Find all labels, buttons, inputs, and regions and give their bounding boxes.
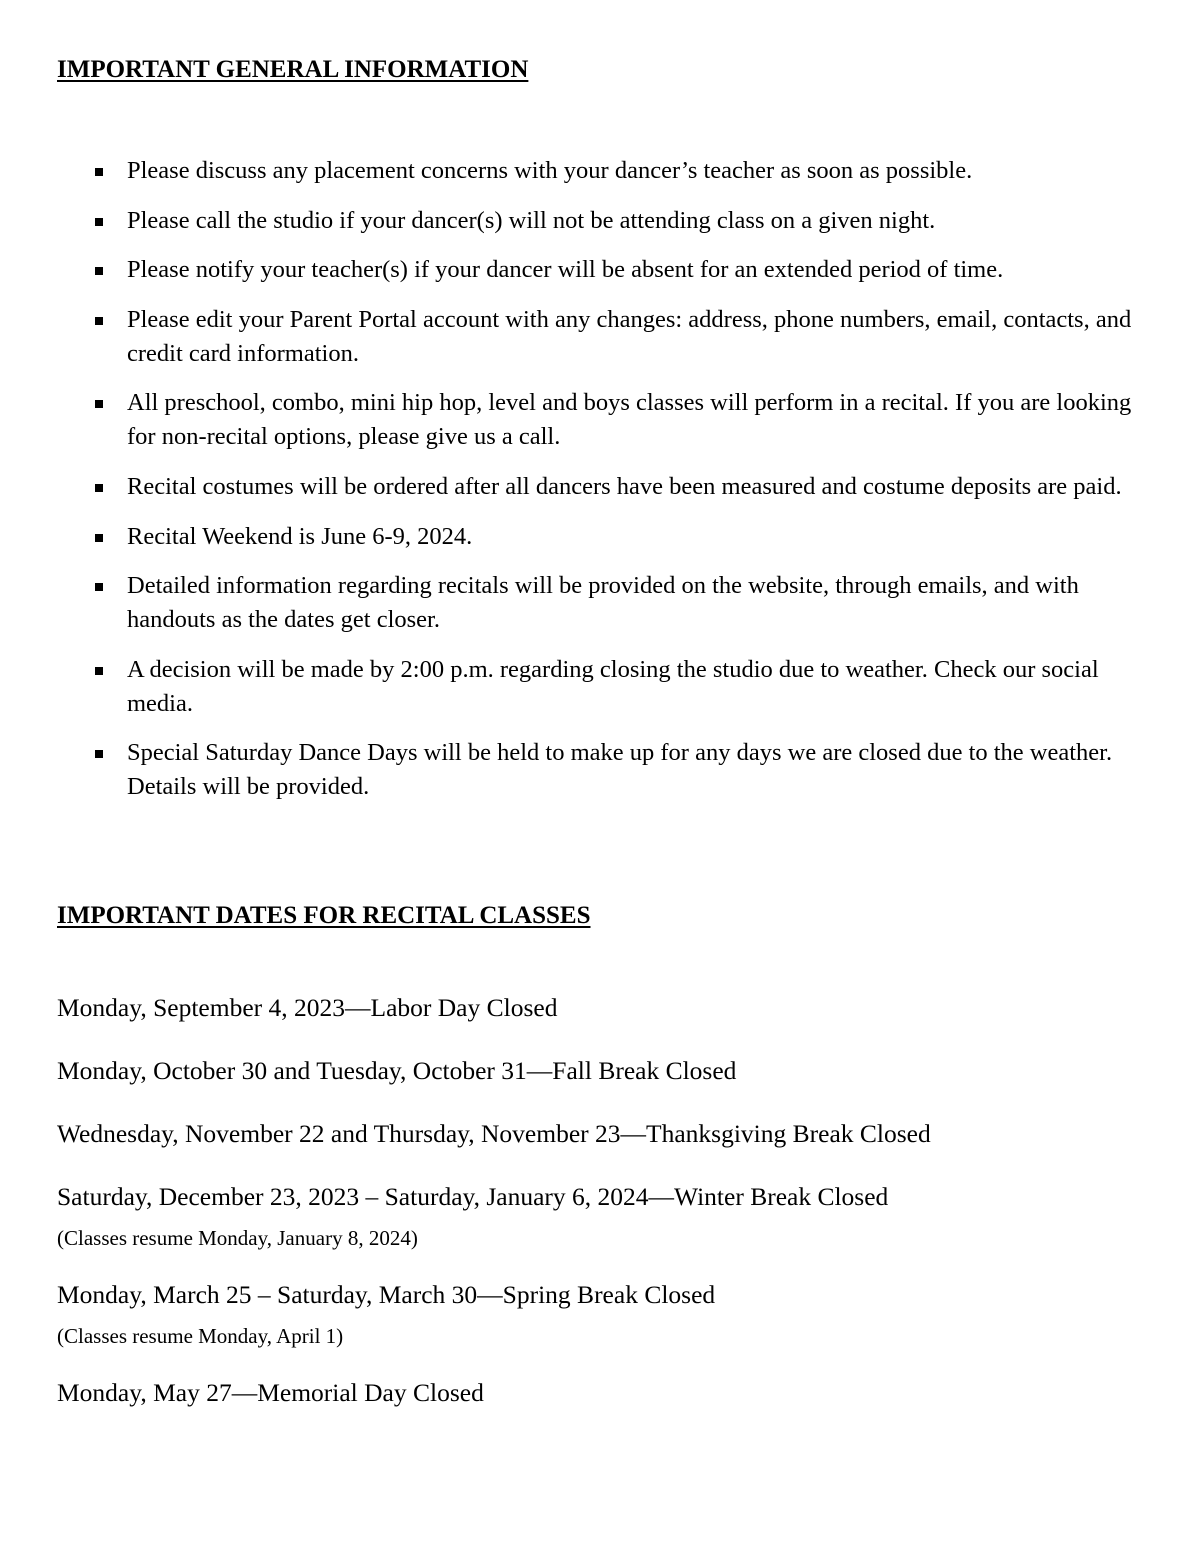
list-item <box>0 303 1200 371</box>
list-item-text: Please discuss any placement concerns with your dancer’s teacher as soon as possible. <box>127 157 973 184</box>
date-entry-text: Monday, October 30 and Tuesday, October 31—Fall Break Closed <box>57 1056 737 1085</box>
date-entry <box>57 1277 1157 1351</box>
list-item-text: Please call the studio if your dancer(s) will not be attending class on a given night. <box>127 206 936 234</box>
date-entry <box>57 1053 1157 1089</box>
list-item-text: Detailed information regarding recitals will be provided on the website, through emails, and with handouts as the dates get closer. <box>127 572 1079 634</box>
general-information-list <box>0 154 1200 820</box>
square-bullet-icon <box>95 750 103 758</box>
square-bullet-icon <box>95 317 103 325</box>
date-entry <box>57 1116 1157 1152</box>
list-item-text: All preschool, combo, mini hip hop, level and boys classes will perform in a recital. If you are looking for non-recital options, please give us a call. <box>127 389 1132 451</box>
list-item <box>0 253 1200 287</box>
list-item-text: Please edit your Parent Portal account with any changes: address, phone numbers, email, contacts, and credit card information. <box>127 305 1132 367</box>
list-item-text: Please notify your teacher(s) if your dancer will be absent for an extended period of time. <box>127 256 1004 284</box>
date-entry-text: Wednesday, November 22 and Thursday, November 23—Thanksgiving Break Closed <box>57 1119 931 1148</box>
square-bullet-icon <box>95 267 103 275</box>
list-item-text: Recital costumes will be ordered after all dancers have been measured and costume deposits are paid. <box>127 472 1122 500</box>
list-item-text: Recital Weekend is June 6-9, 2024. <box>127 522 473 550</box>
list-item <box>0 204 1200 238</box>
list-item-text: A decision will be made by 2:00 p.m. regarding closing the studio due to weather. Check our social media. <box>127 655 1099 717</box>
date-entry-note: (Classes resume Monday, April 1) <box>57 1324 344 1348</box>
recital-dates-list <box>57 990 1157 1438</box>
date-entry <box>57 1375 1157 1411</box>
date-entry-note: (Classes resume Monday, January 8, 2024) <box>57 1226 418 1250</box>
square-bullet-icon <box>95 484 103 492</box>
square-bullet-icon <box>95 583 103 591</box>
square-bullet-icon <box>95 168 103 176</box>
list-item <box>0 653 1200 721</box>
square-bullet-icon <box>95 667 103 675</box>
list-item-text: Special Saturday Dance Days will be held to make up for any days we are closed due to the weather. Details will be provided. <box>127 739 1113 801</box>
square-bullet-icon <box>95 534 103 542</box>
date-entry-text: Saturday, December 23, 2023 – Saturday, January 6, 2024—Winter Break Closed <box>57 1182 889 1211</box>
list-item <box>0 520 1200 554</box>
list-item <box>0 386 1200 454</box>
list-item <box>0 470 1200 504</box>
date-entry-text: Monday, September 4, 2023—Labor Day Closed <box>57 993 558 1022</box>
date-entry-text: Monday, May 27—Memorial Day Closed <box>57 1378 484 1407</box>
list-item <box>0 736 1200 804</box>
date-entry <box>57 990 1157 1026</box>
square-bullet-icon <box>95 218 103 226</box>
square-bullet-icon <box>95 400 103 408</box>
recital-dates-heading: IMPORTANT DATES FOR RECITAL CLASSES <box>57 902 591 929</box>
list-item <box>0 569 1200 637</box>
list-item <box>0 154 1200 188</box>
date-entry-text: Monday, March 25 – Saturday, March 30—Spring Break Closed <box>57 1280 716 1309</box>
date-entry <box>57 1179 1157 1253</box>
general-information-heading: IMPORTANT GENERAL INFORMATION <box>57 56 529 83</box>
